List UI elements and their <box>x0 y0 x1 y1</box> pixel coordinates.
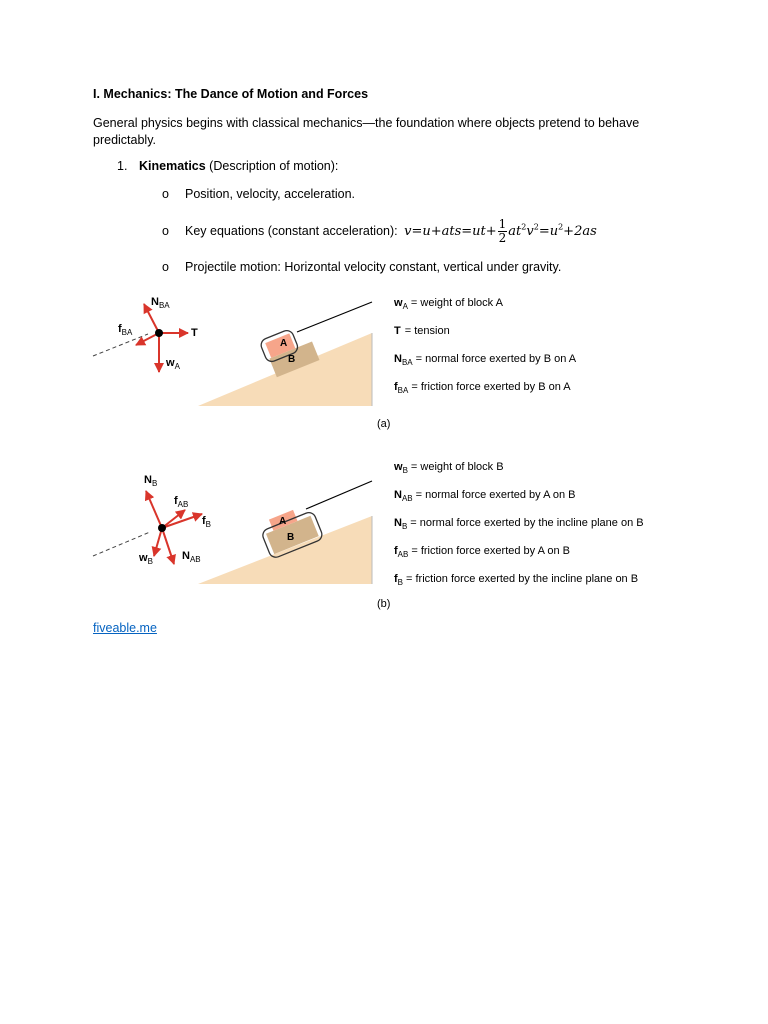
section-heading: I. Mechanics: The Dance of Motion and Forces <box>93 87 369 101</box>
label-w-a: $w_A$ <box>166 357 180 371</box>
label-n-ab: $N_{AB}$ <box>182 550 201 564</box>
panel-a <box>93 296 577 430</box>
friction-ab-arrow <box>162 510 185 528</box>
bullet-text: Key equations (constant acceleration): <box>185 224 398 238</box>
block-b-label: B <box>287 532 295 543</box>
numbered-list-item <box>117 159 338 173</box>
figure-svg <box>88 284 688 614</box>
normal-force-ab-arrow <box>162 528 174 564</box>
block-a-label: A <box>280 338 288 349</box>
kinematics-equation: v=u+ats=ut+ $\frac{1}{2}$ $at^2v^2=u^2+2as$ <box>404 217 597 245</box>
bullet-marker: o <box>162 260 169 274</box>
label-f-ba: $f_{BA}$ <box>118 323 133 337</box>
friction-b-arrow <box>162 514 202 528</box>
list-number: 1. <box>117 159 128 173</box>
free-body-diagram-a <box>93 296 198 372</box>
rope <box>297 302 372 332</box>
legend-a-2: T = tension <box>394 325 450 337</box>
bullet-item-2 <box>162 218 597 245</box>
source-link[interactable]: fiveable.me <box>93 621 157 635</box>
normal-force-arrow <box>144 304 159 333</box>
incline-scene-a <box>198 302 372 406</box>
legend-a-1: $w_A$ = weight of block A <box>394 297 503 311</box>
free-body-diagram-b <box>93 474 211 566</box>
weight-b-arrow <box>154 528 162 556</box>
incline-force-figure <box>88 284 688 619</box>
incline-direction-line <box>93 334 148 356</box>
block-a-label: A <box>279 516 287 527</box>
bullet-text: Projectile motion: Horizontal velocity constant, vertical under gravity. <box>185 260 562 274</box>
block-b-label: B <box>288 354 296 365</box>
legend-b-2: $N_{AB}$ = normal force exerted by A on B <box>394 489 576 503</box>
label-n-b: $N_B$ <box>144 474 158 488</box>
legend-b-3: $N_B$ = normal force exerted by the incline plane on B <box>394 517 644 531</box>
legend-a-4: $f_{BA}$ = friction force exerted by B on A <box>394 381 571 395</box>
body-point <box>155 329 163 337</box>
legend-b-4: $f_{AB}$ = friction force exerted by A on B <box>394 545 571 559</box>
legend-a <box>393 297 577 395</box>
rope <box>306 481 372 509</box>
caption-b: (b) <box>377 598 391 610</box>
bullet-marker: o <box>162 187 169 201</box>
legend-b-1: $w_B$ = weight of block B <box>394 461 504 475</box>
normal-force-b-arrow <box>146 491 162 528</box>
fraction: $\frac{1}{2}$ <box>498 217 507 245</box>
bullet-marker: o <box>162 224 169 238</box>
label-w-b: $w_B$ <box>139 552 153 566</box>
body-point <box>158 524 166 532</box>
list-item-title: Kinematics <box>139 159 206 173</box>
list-item-subtitle: (Description of motion): <box>205 159 339 173</box>
label-t: T <box>191 327 198 339</box>
incline-scene-b <box>198 481 372 584</box>
legend-b <box>393 461 644 587</box>
bullet-item-3 <box>162 260 561 274</box>
legend-a-3: $N_{BA}$ = normal force exerted by B on A <box>394 353 577 367</box>
caption-a: (a) <box>377 418 391 430</box>
panel-b <box>93 461 644 610</box>
label-f-ab: $f_{AB}$ <box>174 495 189 509</box>
bullet-item-1 <box>162 187 355 201</box>
intro-paragraph: General physics begins with classical mechanics—the foundation where objects pretend to behave predictably. <box>93 116 640 147</box>
bullet-text: Position, velocity, acceleration. <box>185 187 355 201</box>
label-f-b: $f_B$ <box>202 515 212 529</box>
legend-b-5: $f_B$ = friction force exerted by the incline plane on B <box>394 573 639 587</box>
label-n-ba: $N_{BA}$ <box>151 296 170 310</box>
